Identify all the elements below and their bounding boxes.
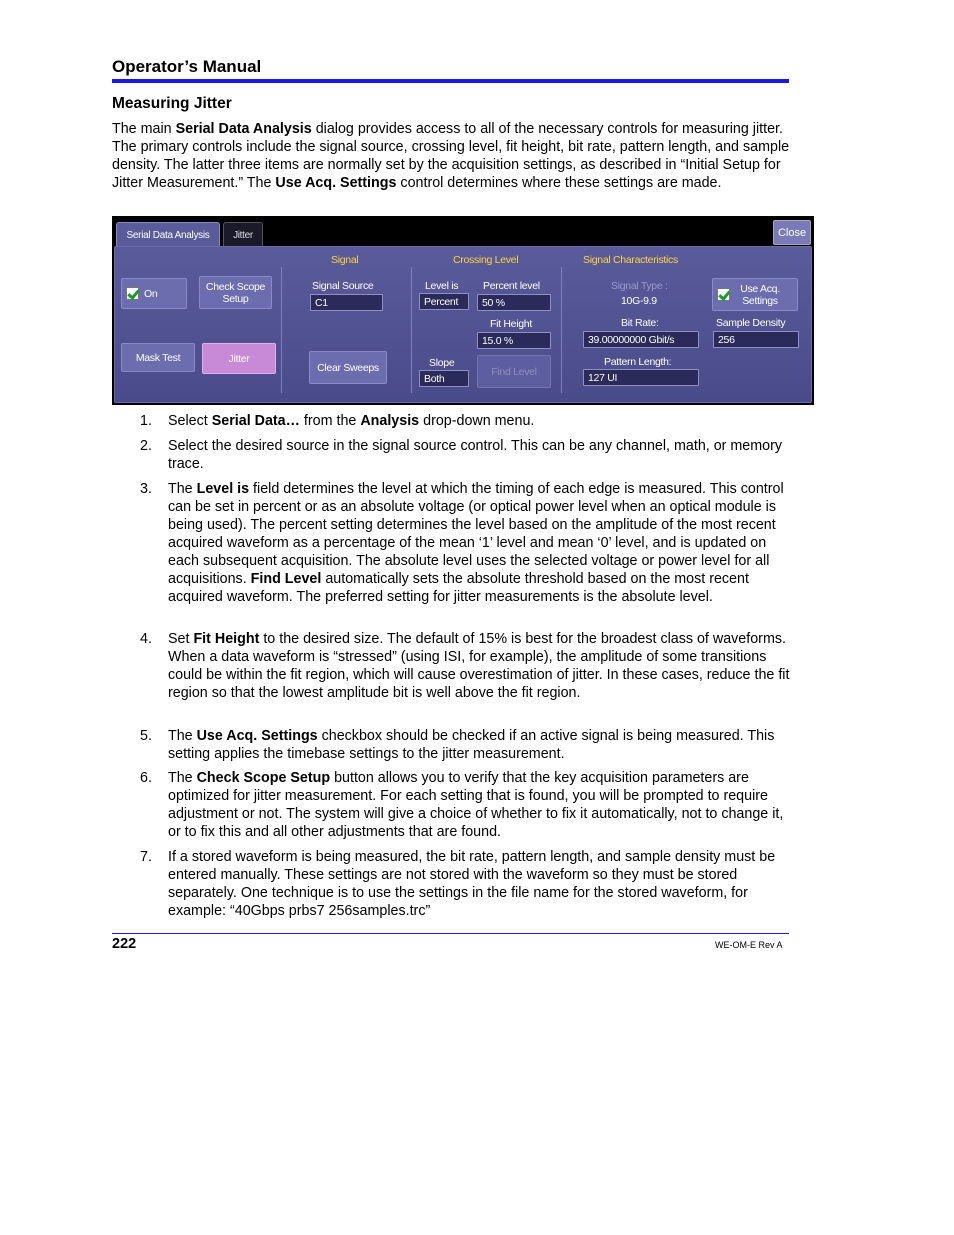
manual-title: Operator’s Manual [112, 57, 262, 76]
fit-height-field[interactable]: 15.0 % [477, 332, 551, 349]
pattern-length-field[interactable]: 127 UI [583, 369, 699, 386]
level-is-label: Level is [425, 280, 459, 292]
list-item: 3. The Level is field determines the level at which the timing of each edge is measured. This control can be set in percent or as an absolute voltage (or optical power level when an optical module is being used). The percent setting determines the level based on the amplitude of the most recent acquired waveform as a percentage of the mean ‘1’ level and mean ‘0’ level, and is updated on each subsequent acquisition. The absolute level uses the selected voltage or power level for all acquisitions. Find Level automatically sets the absolute threshold based on the most recent acquired waveform. The preferred setting for jitter measurements is the absolute level. [140, 481, 784, 605]
check-scope-setup-button[interactable]: Check Scope Setup [199, 276, 272, 309]
signal-source-label: Signal Source [312, 280, 374, 292]
crossing-level-heading: Crossing Level [453, 254, 519, 266]
slope-field[interactable]: Both [419, 370, 469, 387]
list-item: 5. The Use Acq. Settings checkbox should be checked if an active signal is being measured. This setting applies the timebase settings to the jitter measurement. [140, 728, 775, 762]
sample-density-field[interactable]: 256 [713, 331, 799, 348]
list-item: 4. Set Fit Height to the desired size. The default of 15% is best for the broadest class of waveforms. When a data waveform is “stressed” (using ISI, for example), the amplitude of some transitions could be within the fit region, which will cause overestimation of jitter. In these cases, reduce the fit region so that the lowest amplitude bit is well above the fit region. [140, 631, 790, 701]
tab-serial-data-analysis[interactable]: Serial Data Analysis [116, 222, 220, 248]
checkmark-icon [126, 287, 139, 300]
tab-jitter[interactable]: Jitter [223, 222, 263, 248]
list-item: 2. Select the desired source in the signal source control. This can be any channel, math, or memory trace. [140, 438, 783, 472]
dialog-panel [114, 246, 812, 403]
list-item: 7. If a stored waveform is being measured, the bit rate, pattern length, and sample density must be entered manually. These settings are not stored with the waveform so they must be stored separately. One technique is to use the settings in the file name for the stored waveform, for example: “40Gbps prbs7 256samples.trc” [140, 849, 776, 919]
header-rule [112, 79, 789, 83]
signal-characteristics-heading: Signal Characteristics [583, 254, 678, 266]
pattern-length-label: Pattern Length: [604, 356, 672, 368]
intro-paragraph: The main Serial Data Analysis dialog provides access to all of the necessary controls for measuring jitter. The primary controls include the signal source, crossing level, fit height, bit rate, pattern length, and sample density. The latter three items are normally set by the acquisition settings, as described in “Initial Setup for Jitter Measurement.” The Use Acq. Settings control determines where these settings are made. [112, 121, 790, 191]
percent-level-field[interactable]: 50 % [477, 294, 551, 311]
bit-rate-label: Bit Rate: [621, 317, 659, 329]
serial-data-analysis-dialog [112, 216, 814, 405]
signal-type-value: 10G-9.9 [621, 295, 657, 307]
fit-height-label: Fit Height [490, 318, 532, 330]
page-number: 222 [112, 936, 137, 952]
level-is-field[interactable]: Percent [419, 293, 469, 310]
footer-rule [112, 933, 789, 934]
on-checkbox[interactable] [121, 278, 187, 309]
divider [281, 267, 282, 393]
slope-label: Slope [429, 357, 455, 369]
checkmark-icon [717, 288, 730, 301]
list-item: 1. Select Serial Data… from the Analysis drop-down menu. [140, 413, 535, 429]
sample-density-label: Sample Density [716, 317, 786, 329]
close-button[interactable]: Close [773, 220, 811, 245]
document-revision: WE-OM-E Rev A [715, 940, 783, 950]
bit-rate-field[interactable]: 39.00000000 Gbit/s [583, 331, 699, 348]
jitter-button[interactable]: Jitter [202, 343, 276, 374]
mask-test-button[interactable]: Mask Test [121, 343, 195, 372]
find-level-button[interactable]: Find Level [477, 355, 551, 388]
percent-level-label: Percent level [483, 280, 540, 292]
signal-heading: Signal [331, 254, 359, 266]
use-acq-settings-label: Use Acq. Settings [740, 282, 780, 307]
signal-type-label: Signal Type : [611, 280, 668, 292]
use-acq-settings-checkbox[interactable] [712, 278, 798, 311]
section-title: Measuring Jitter [112, 95, 232, 112]
divider [411, 267, 412, 393]
divider [561, 267, 562, 393]
on-label: On [144, 287, 158, 300]
signal-source-field[interactable]: C1 [310, 294, 383, 311]
list-item: 6. The Check Scope Setup button allows you to verify that the key acquisition parameters are optimized for jitter measurement. For each setting that is found, you will be prompted to require adjustment or not. The system will give a choice of whether to fix it automatically, not to change it, or to fix this and all other adjustments that are found. [140, 770, 784, 840]
clear-sweeps-button[interactable]: Clear Sweeps [309, 351, 387, 384]
